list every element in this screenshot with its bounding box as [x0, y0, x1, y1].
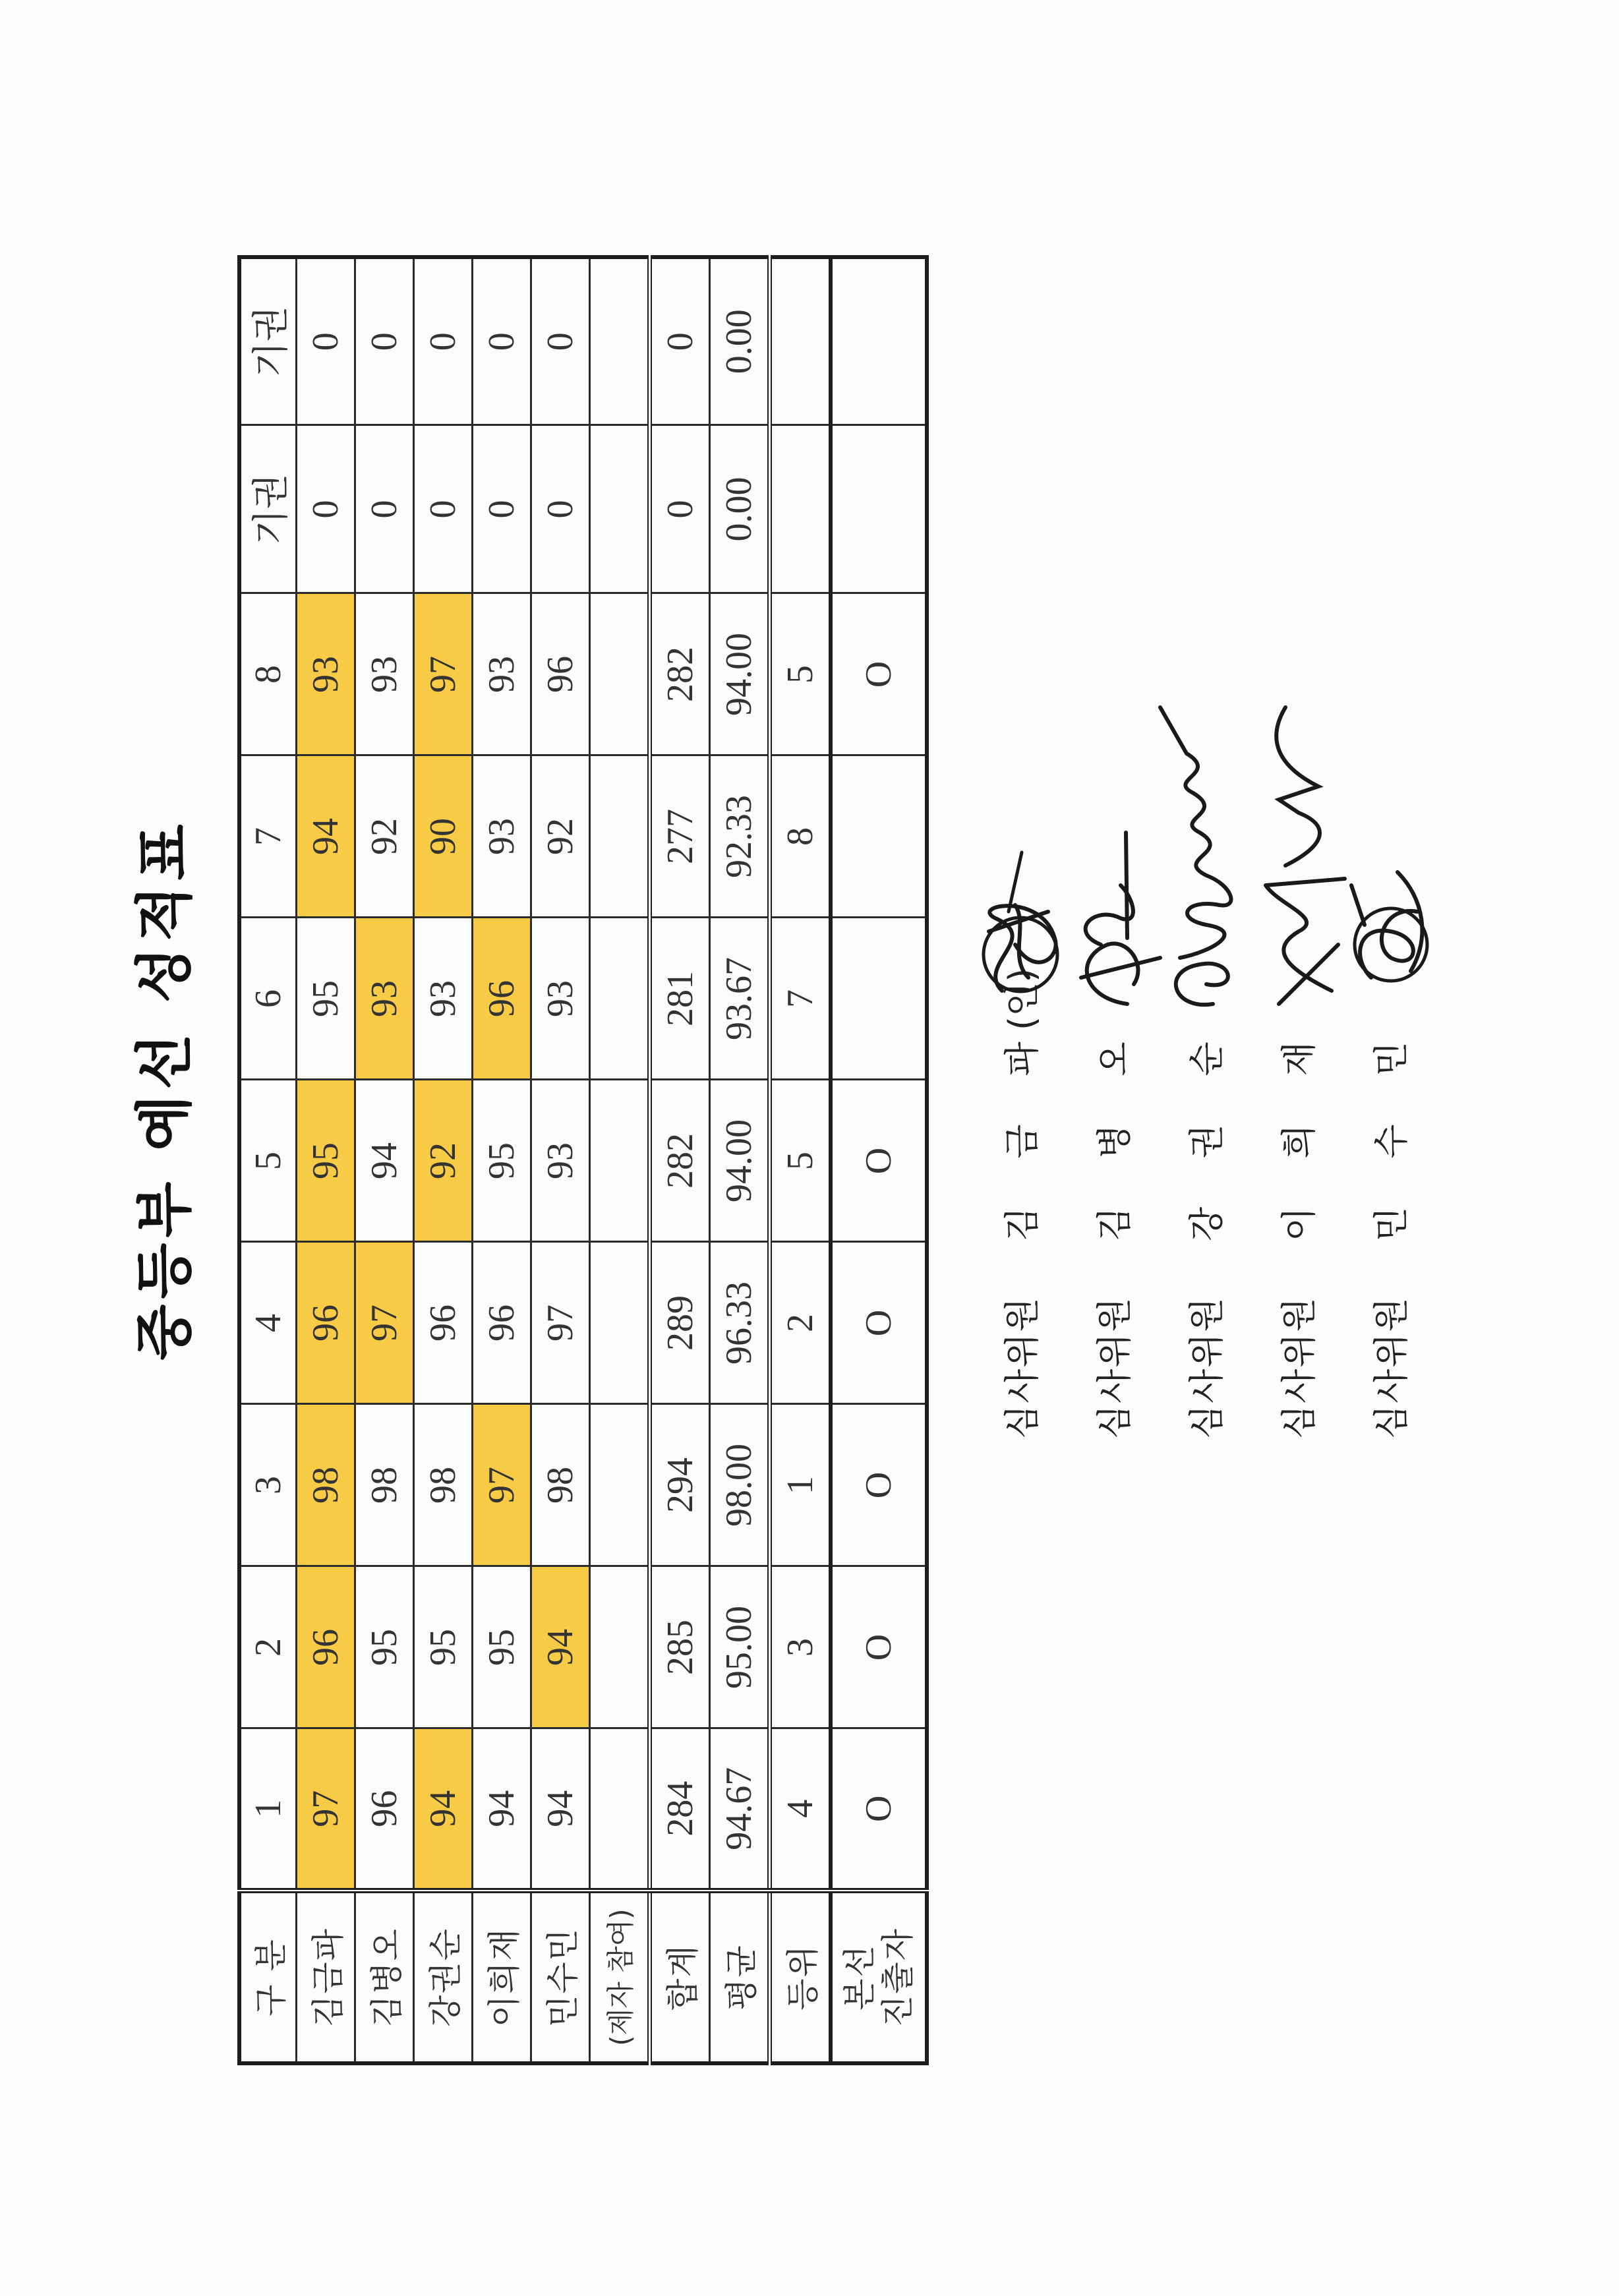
score-cell: 95: [297, 918, 355, 1080]
score-cell: 94: [297, 755, 355, 918]
table-cell: O: [831, 593, 927, 755]
table-cell: [770, 257, 831, 425]
table-cell: O: [831, 1566, 927, 1728]
score-cell: 94: [531, 1728, 590, 1891]
table-cell: [831, 257, 927, 425]
table-cell: O: [831, 1728, 927, 1891]
row-label: 평균: [710, 1891, 770, 2063]
judge-name: 강 권 순: [1186, 1023, 1227, 1241]
score-cell: 90: [414, 755, 473, 918]
judge-score-row: [473, 257, 531, 2063]
score-cell: 93: [531, 918, 590, 1080]
score-cell: 96: [473, 918, 531, 1080]
judge-name: 김 금 파: [1001, 1023, 1043, 1241]
table-cell: [831, 918, 927, 1080]
judge-role: 심사위원: [1001, 1296, 1043, 1439]
judge-score-row: [590, 257, 650, 2063]
score-cell: 98: [531, 1404, 590, 1566]
score-cell: 0: [473, 257, 531, 425]
score-cell: 92: [414, 1080, 473, 1242]
row-label: 김금파: [297, 1891, 355, 2063]
page-title: 중등부 예선 성적표: [131, 819, 198, 1361]
judge-role: 심사위원: [1186, 1296, 1227, 1439]
score-cell: 0: [355, 257, 414, 425]
signature-5: [1332, 859, 1444, 1017]
header-cell: 1: [239, 1728, 297, 1891]
score-cell: 96: [297, 1242, 355, 1404]
judge-line-3: [1173, 450, 1233, 1439]
finalist-row: [831, 257, 927, 2063]
score-cell: [590, 755, 650, 918]
score-cell: 93: [355, 593, 414, 755]
table-cell: 0.00: [710, 257, 770, 425]
score-cell: 96: [414, 1242, 473, 1404]
table-cell: 3: [770, 1566, 831, 1728]
table-cell: 5: [770, 593, 831, 755]
row-label: 합계: [650, 1891, 710, 2063]
table-cell: 98.00: [710, 1404, 770, 1566]
table-cell: 5: [770, 1080, 831, 1242]
table-cell: 0: [650, 257, 710, 425]
score-cell: 95: [414, 1566, 473, 1728]
score-cell: [590, 257, 650, 425]
judge-role: 심사위원: [1278, 1296, 1320, 1439]
score-cell: 94: [531, 1566, 590, 1728]
score-cell: 92: [531, 755, 590, 918]
table-cell: O: [831, 1080, 927, 1242]
table-cell: 0: [650, 425, 710, 593]
score-cell: 96: [473, 1242, 531, 1404]
score-cell: 97: [531, 1242, 590, 1404]
judge-role: 심사위원: [1094, 1296, 1135, 1439]
table-cell: 93.67: [710, 918, 770, 1080]
score-cell: [590, 593, 650, 755]
table-cell: 282: [650, 593, 710, 755]
seal-mark: (인): [1001, 968, 1043, 1030]
table-cell: 284: [650, 1728, 710, 1891]
header-cell: 5: [239, 1080, 297, 1242]
header-cell: 구 분: [239, 1891, 297, 2063]
score-cell: 93: [355, 918, 414, 1080]
score-cell: 93: [297, 593, 355, 755]
row-label: 강권순: [414, 1891, 473, 2063]
score-cell: 95: [473, 1080, 531, 1242]
table-cell: 294: [650, 1404, 710, 1566]
table-cell: 2: [770, 1242, 831, 1404]
score-cell: 0: [414, 257, 473, 425]
row-label: 김병오: [355, 1891, 414, 2063]
score-cell: 95: [355, 1566, 414, 1728]
score-cell: 0: [297, 257, 355, 425]
table-cell: 94.67: [710, 1728, 770, 1891]
table-cell: 92.33: [710, 755, 770, 918]
score-cell: 93: [473, 755, 531, 918]
table-cell: 281: [650, 918, 710, 1080]
score-cell: 96: [297, 1566, 355, 1728]
score-cell: 98: [414, 1404, 473, 1566]
table-cell: [831, 425, 927, 593]
score-cell: 95: [473, 1566, 531, 1728]
row-label: 등위: [770, 1891, 831, 2063]
table-cell: 4: [770, 1728, 831, 1891]
score-cell: [590, 1728, 650, 1891]
finalist-label-line2: 진출자: [879, 1928, 917, 2027]
judge-rows: [297, 257, 650, 2063]
judge-line-4: [1266, 450, 1325, 1439]
table-cell: 1: [770, 1404, 831, 1566]
header-cell: 기권: [239, 425, 297, 593]
judge-name: 김 병 오: [1094, 1023, 1135, 1241]
score-cell: 93: [473, 593, 531, 755]
score-cell: 0: [531, 257, 590, 425]
table-cell: 94.00: [710, 593, 770, 755]
table-cell: 285: [650, 1566, 710, 1728]
score-cell: [590, 1242, 650, 1404]
header-cell: 6: [239, 918, 297, 1080]
row-label: 이희재: [473, 1891, 531, 2063]
table-cell: [770, 425, 831, 593]
score-cell: 93: [414, 918, 473, 1080]
header-cell: 8: [239, 593, 297, 755]
judge-score-row: [414, 257, 473, 2063]
judge-role: 심사위원: [1370, 1296, 1412, 1439]
judge-line-2: [1081, 450, 1140, 1439]
score-cell: 93: [531, 1080, 590, 1242]
score-cell: [590, 1566, 650, 1728]
score-cell: 92: [355, 755, 414, 918]
score-table: [237, 255, 929, 2065]
rank-row: [770, 257, 831, 2063]
table-cell: 282: [650, 1080, 710, 1242]
score-cell: 96: [531, 593, 590, 755]
row-label: [831, 1891, 927, 2063]
score-cell: 97: [297, 1728, 355, 1891]
row-label: 민수민: [531, 1891, 590, 2063]
table-cell: O: [831, 1404, 927, 1566]
table-cell: 289: [650, 1242, 710, 1404]
judge-score-row: [297, 257, 355, 2063]
table-cell: O: [831, 1242, 927, 1404]
table-cell: 0.00: [710, 425, 770, 593]
score-cell: [590, 1080, 650, 1242]
table-header-row: [239, 257, 297, 2063]
score-cell: 0: [531, 425, 590, 593]
judge-score-row: [355, 257, 414, 2063]
row-label: (제자 참여): [590, 1891, 650, 2063]
score-cell: [590, 918, 650, 1080]
average-row: [710, 257, 770, 2063]
score-cell: 98: [297, 1404, 355, 1566]
score-cell: 0: [355, 425, 414, 593]
table-cell: 96.33: [710, 1242, 770, 1404]
finalist-label-line1: 본선: [840, 1944, 879, 2011]
judge-score-row: [531, 257, 590, 2063]
judge-line-5: [1358, 450, 1417, 1439]
table-cell: 95.00: [710, 1566, 770, 1728]
table-cell: 7: [770, 918, 831, 1080]
score-cell: 96: [355, 1728, 414, 1891]
score-cell: 0: [414, 425, 473, 593]
score-cell: 94: [414, 1728, 473, 1891]
score-cell: 97: [473, 1404, 531, 1566]
total-row: [650, 257, 710, 2063]
table-cell: [831, 755, 927, 918]
header-cell: 4: [239, 1242, 297, 1404]
header-cell: 3: [239, 1404, 297, 1566]
score-cell: 94: [355, 1080, 414, 1242]
score-cell: 0: [473, 425, 531, 593]
header-cell: 7: [239, 755, 297, 918]
table-cell: 8: [770, 755, 831, 918]
score-cell: 97: [414, 593, 473, 755]
score-cell: 0: [297, 425, 355, 593]
score-cell: [590, 1404, 650, 1566]
table-cell: 277: [650, 755, 710, 918]
judge-name: 이 희 재: [1278, 1023, 1320, 1241]
header-cell: 2: [239, 1566, 297, 1728]
judge-line-1: [989, 450, 1048, 1439]
judge-name: 민 수 민: [1370, 1023, 1412, 1241]
score-cell: 94: [473, 1728, 531, 1891]
score-cell: 98: [355, 1404, 414, 1566]
score-cell: 95: [297, 1080, 355, 1242]
table-cell: 94.00: [710, 1080, 770, 1242]
score-cell: 97: [355, 1242, 414, 1404]
score-cell: [590, 425, 650, 593]
header-cell: 기권: [239, 257, 297, 425]
